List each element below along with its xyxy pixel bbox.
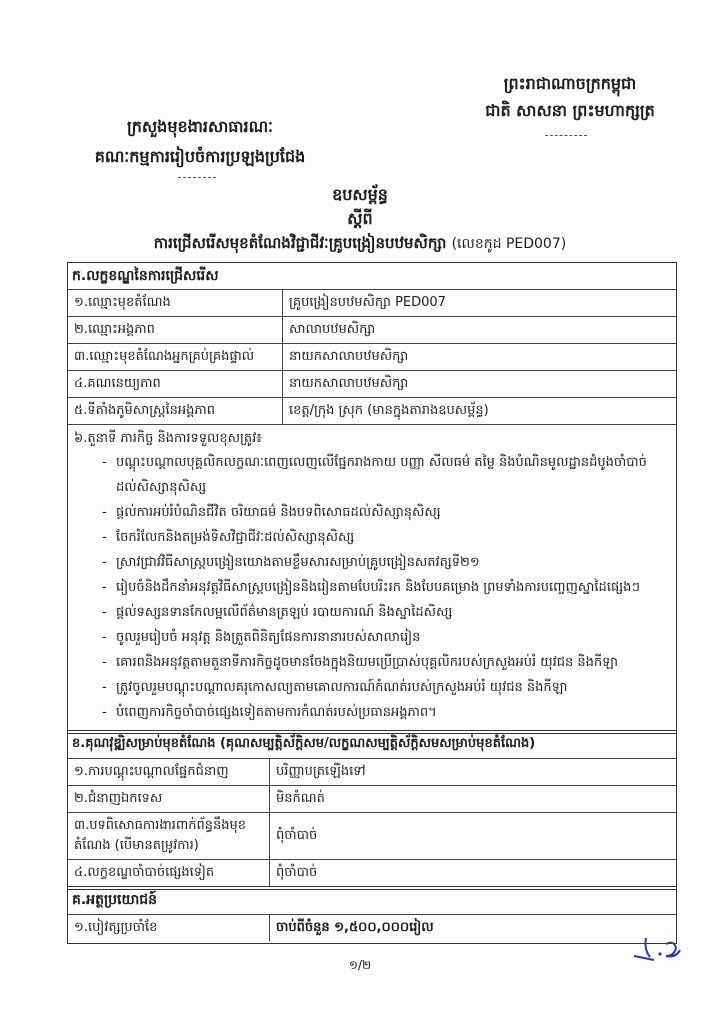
table-row: [68, 914, 676, 941]
row-label: ៥.ទីតាំងភូមិសាស្ត្រនៃអង្គភាព: [68, 398, 283, 424]
section-c-heading-row: [68, 887, 676, 914]
row-label: ១.បៀវត្សប្រចាំខែ: [68, 915, 270, 941]
list-item: - រៀបចំនិងដឹកនាំអនុវត្តវិធីសាស្ត្របង្រៀននិងរៀនតាមបែបរិះរក និងបែបគម្រោង ព្រមទាំងការបញ្ចេញស្នាដៃផ្សេងៗ: [102, 575, 662, 600]
list-item: - ត្រូវចូលរួមបណ្តុះបណ្តាលគរុកោសល្យតាមគោលការណ៍កំណត់របស់ក្រសួងអប់រំ យុវជន និងកីឡា: [102, 675, 662, 700]
list-item: - ស្រាវជ្រាវវិធីសាស្ត្របង្រៀនយោងតាមខ្លឹមសារសម្រាប់គ្រូបង្រៀនសតវត្សទី២១: [102, 550, 662, 575]
document-title: [0, 183, 720, 256]
row-value: ខេត្ត/ក្រុង ស្រុក (មានក្នុងតារាងឧបសម្ព័ន្ធ): [289, 402, 489, 418]
duty-text: ចូលរួមរៀបចំ អនុវត្ត និងត្រួតពិនិត្យផែនការនានារបស់សាលារៀន: [116, 630, 421, 645]
row-value: មិនកំណត់: [276, 790, 325, 806]
row-value: នាយកសាលាបឋមសិក្សា: [289, 348, 409, 364]
table-row: [68, 316, 676, 343]
row-value: ពុំចាំបាច់: [276, 827, 318, 843]
motto-ornament: [545, 135, 587, 136]
list-item: - គោរពនិងអនុវត្តតាមតួនាទីភារកិច្ចដូចមានចែងក្នុងនិយមប្រើប្រាស់បុគ្គលិករបស់ក្រសួងអប់រំ យុវជន និងកីឡា: [102, 650, 662, 675]
row-value: ពុំចាំបាច់: [276, 864, 318, 880]
committee-name: គណៈកម្មការរៀបចំការប្រឡងប្រជែង: [94, 147, 306, 166]
title-annex: ឧបសម្ព័ន្ធ: [332, 185, 388, 204]
table-row: [68, 370, 676, 397]
row-label: ៣.ឈ្មោះមុខតំណែងអ្នកគ្រប់គ្រងផ្ទាល់: [68, 344, 283, 370]
list-item: - បណ្តុះបណ្តាលបុគ្គលិកលក្ខណៈពេញលេញលើផ្នែករាងកាយ បញ្ញា សីលធម៌ តម្លៃ និងបំណិនមូលដ្ឋានដំបូងចាំបាច់ដល់សិស្សានុសិស្ស: [102, 450, 662, 500]
duty-text: ផ្តល់ការអប់រំបំណិនជីវិត ចរិយាធម៌ និងបទពិសោធដល់សិស្សានុសិស្ស: [116, 505, 441, 520]
table-row: [68, 397, 676, 424]
kingdom-header: [455, 70, 685, 124]
row-label: ៤.គណនេយ្យភាព: [68, 371, 283, 397]
section-c-heading: គ.អត្ថប្រយោជន៍: [72, 892, 158, 908]
duty-text: ចែករំលែកនិងតម្រង់ទិសវិជ្ជាជីវៈដល់សិស្សានុសិស្ស: [116, 530, 355, 545]
ministry-ornament: [178, 177, 216, 178]
section-a-table: [67, 262, 677, 734]
list-item: - ផ្តល់ទស្សនទានកែលម្អលើព័ត៌មានត្រឡប់ របាយការណ៍ និងស្នាដៃសិស្ស: [102, 600, 662, 625]
table-row: [68, 289, 676, 316]
duty-text: ផ្តល់ទស្សនទានកែលម្អលើព័ត៌មានត្រឡប់ របាយការណ៍ និងស្នាដៃសិស្ស: [116, 605, 453, 620]
row-value: នាយកសាលាបឋមសិក្សា: [289, 375, 409, 391]
list-item: - ចែករំលែកនិងតម្រង់ទិសវិជ្ជាជីវៈដល់សិស្សានុសិស្ស: [102, 525, 662, 550]
national-motto: ជាតិ សាសនា ព្រះមហាក្សត្រ: [485, 101, 655, 120]
title-regarding: ស្តីពី: [347, 209, 373, 228]
row-label: ១.ឈ្មោះមុខតំណែង: [68, 290, 283, 316]
page-number: ១/២: [348, 958, 372, 972]
section-a-heading: ក.លក្ខខណ្ឌនៃការជ្រើសរើស: [72, 267, 219, 284]
section-b-heading: ខ.គុណវុឌ្ឍិសម្រាប់មុខតំណែង (គុណសម្បត្តិស័ក្តិសម/លក្ខណសម្បត្តិស័ក្តិសមសម្រាប់មុខតំណែង): [72, 736, 536, 751]
duty-text: បំពេញការកិច្ចចាំបាច់ផ្សេងទៀតតាមការកំណត់របស់ប្រធានអង្គភាព។: [116, 705, 437, 720]
duties-list: [74, 450, 670, 725]
table-row: [68, 343, 676, 370]
ministry-header: [70, 112, 330, 172]
title-subject: [0, 231, 720, 256]
row-label: ២.ជំនាញឯកទេស: [68, 786, 270, 812]
list-item: - ផ្តល់ការអប់រំបំណិនជីវិត ចរិយាធម៌ និងបទពិសោធដល់សិស្សានុសិស្ស: [102, 500, 662, 525]
section-a-heading-row: [68, 263, 676, 289]
section-c-table: [67, 886, 677, 944]
row-value: សាលាបឋមសិក្សា: [289, 321, 376, 337]
section-b-heading-row: [68, 731, 676, 758]
section-b-table: [67, 730, 677, 890]
duties-title: ៦.តួនាទី ភារកិច្ច និងការទទួលខុសត្រូវ៖: [74, 431, 262, 446]
duties-block: [68, 425, 676, 725]
list-item: - ចូលរួមរៀបចំ អនុវត្ត និងត្រួតពិនិត្យផែនការនានារបស់សាលារៀន: [102, 625, 662, 650]
duty-text: បណ្តុះបណ្តាលបុគ្គលិកលក្ខណៈពេញលេញលើផ្នែករាងកាយ បញ្ញា សីលធម៌ តម្លៃ និងបំណិនមូលដ្ឋានដំបូងចាំបាច់ដល់សិស្សានុសិស្ស: [116, 455, 647, 495]
table-row: [68, 758, 676, 785]
position-code: (លេខកូដ PED007): [451, 236, 567, 252]
duty-text: ត្រូវចូលរួមបណ្តុះបណ្តាលគរុកោសល្យតាមគោលការណ៍កំណត់របស់ក្រសួងអប់រំ យុវជន និងកីឡា: [116, 680, 568, 695]
table-row: [68, 859, 676, 886]
table-row: [68, 785, 676, 812]
title-subject-text: ការជ្រើសរើសមុខតំណែងវិជ្ជាជីវៈគ្រូបង្រៀនបឋមសិក្សា: [153, 234, 447, 252]
table-row: [68, 812, 676, 859]
row-label: ២.ឈ្មោះអង្គភាព: [68, 317, 283, 343]
row-value: គ្រូបង្រៀនបឋមសិក្សា PED007: [289, 294, 446, 310]
row-label: ៣.បទពិសោធការងារពាក់ព័ន្ធនឹងមុខតំណែង (បើមានតម្រូវការ): [68, 813, 270, 859]
row-label: ១.ការបណ្តុះបណ្តាលផ្នែកជំនាញ: [68, 759, 270, 785]
row-value: បរិញ្ញាបត្រឡើងទៅ: [276, 763, 366, 779]
row-value: ចាប់ពីចំនួន ១,៥០០,០០០រៀល: [276, 919, 434, 935]
ministry-name: ក្រសួងមុខងារសាធារណៈ: [127, 117, 273, 136]
duty-text: គោរពនិងអនុវត្តតាមតួនាទីភារកិច្ចដូចមានចែងក្នុងនិយមប្រើប្រាស់បុគ្គលិករបស់ក្រសួងអប់រំ យុវជន និងកីឡា: [116, 655, 618, 670]
row-label: ៤.លក្ខខណ្ឌចាំបាច់ផ្សេងទៀត: [68, 860, 270, 886]
duties-row: [68, 424, 676, 730]
duty-text: រៀបចំនិងដឹកនាំអនុវត្តវិធីសាស្ត្របង្រៀននិងរៀនតាមបែបរិះរក និងបែបគម្រោង ព្រមទាំងការបញ្ចេញស្នាដៃផ្សេងៗ: [116, 580, 640, 595]
duty-text: ស្រាវជ្រាវវិធីសាស្ត្របង្រៀនយោងតាមខ្លឹមសារសម្រាប់គ្រូបង្រៀនសតវត្សទី២១: [116, 555, 480, 570]
kingdom-name: ព្រះរាជាណាចក្រកម្ពុជា: [503, 74, 637, 93]
list-item: - បំពេញការកិច្ចចាំបាច់ផ្សេងទៀតតាមការកំណត់របស់ប្រធានអង្គភាព។: [102, 700, 662, 725]
